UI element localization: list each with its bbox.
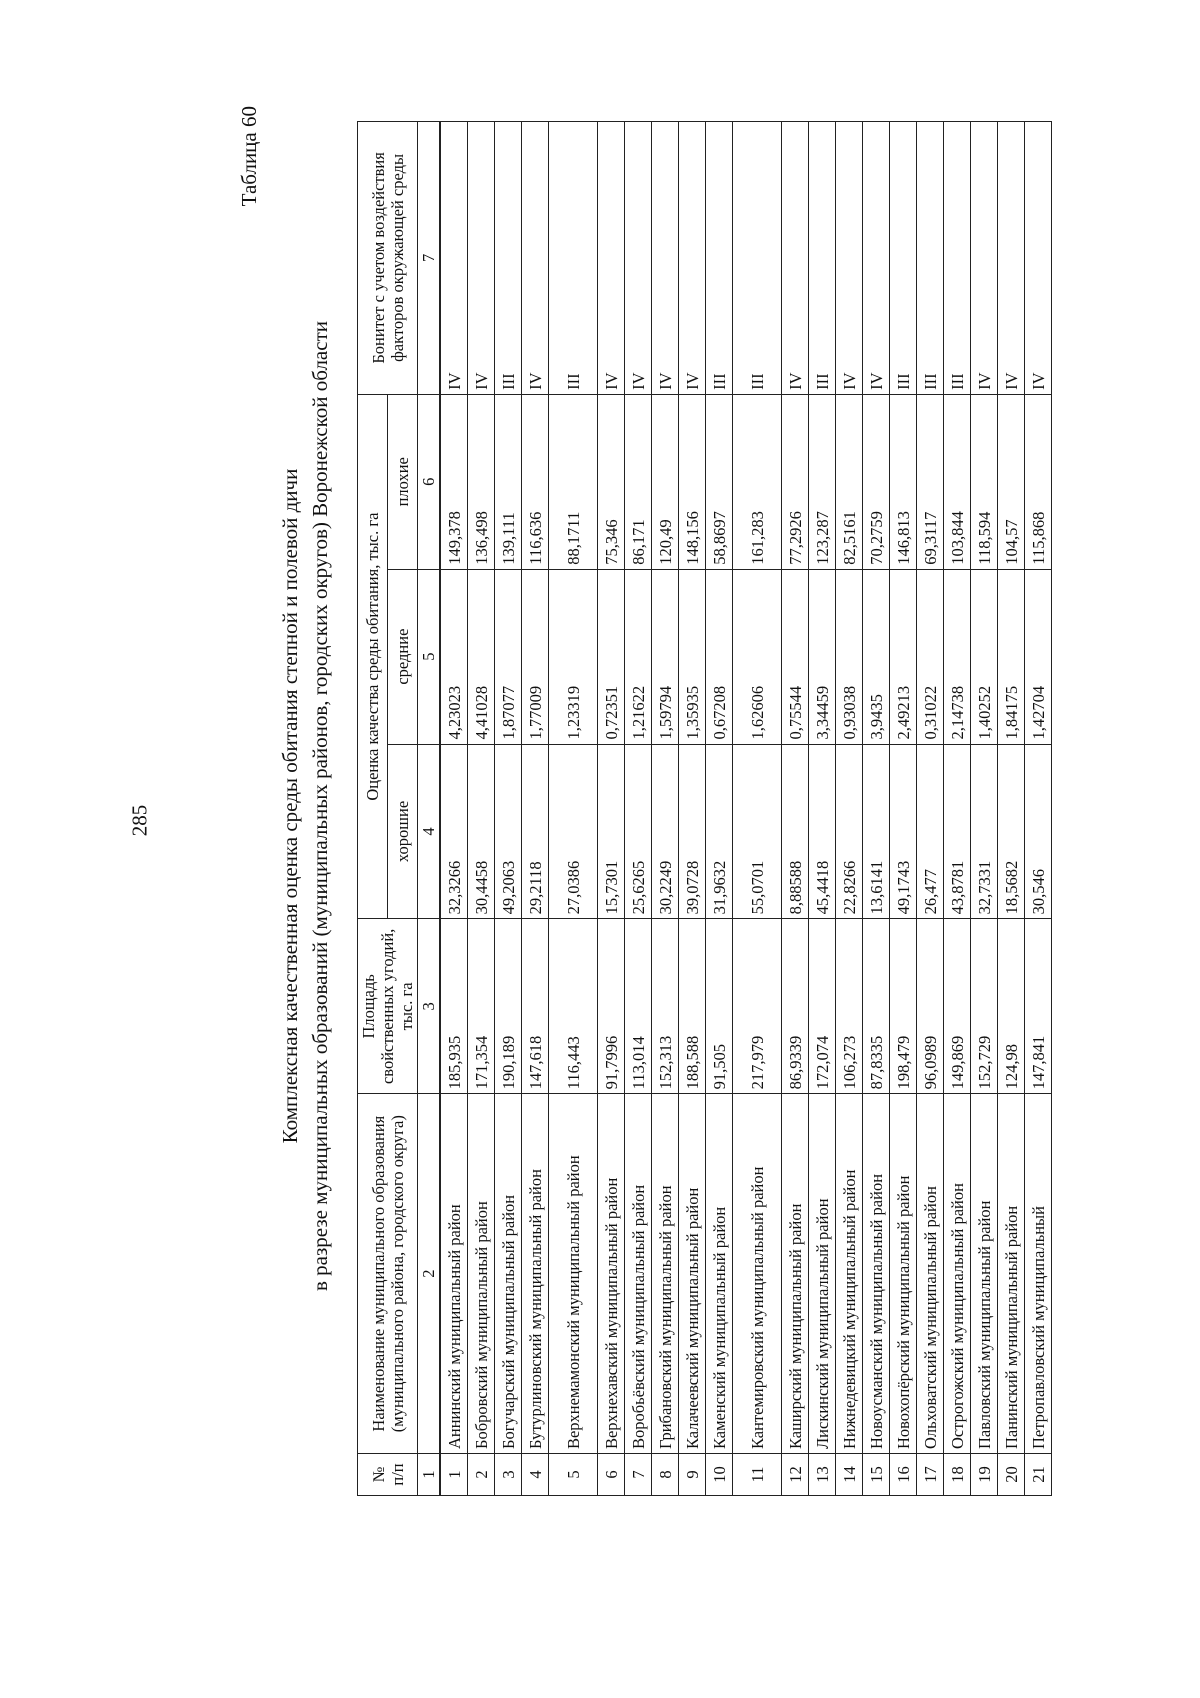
table-row (625, 122, 652, 1496)
good-value: 39,0728 (679, 744, 706, 919)
column-number: 2 (418, 1094, 441, 1454)
column-number: 7 (418, 122, 441, 395)
area-value: 96,0989 (917, 919, 944, 1094)
column-number-row (418, 122, 441, 1496)
bad-value: 104,57 (998, 394, 1025, 569)
area-value: 113,014 (625, 919, 652, 1094)
bad-value: 88,1711 (549, 394, 598, 569)
table-row (944, 122, 971, 1496)
row-number: 6 (598, 1454, 625, 1496)
row-number: 15 (863, 1454, 890, 1496)
good-value: 30,2249 (652, 744, 679, 919)
medium-value: 3,9435 (863, 569, 890, 744)
table-row (733, 122, 782, 1496)
good-value: 26,477 (917, 744, 944, 919)
table-row (782, 122, 809, 1496)
bonitet-value: III (495, 122, 522, 395)
row-number: 10 (706, 1454, 733, 1496)
district-name: Богучарский муниципальный район (495, 1094, 522, 1454)
bad-value: 103,844 (944, 394, 971, 569)
table-row (998, 122, 1025, 1496)
bonitet-value: IV (679, 122, 706, 395)
district-name: Бобровский муниципальный район (468, 1094, 495, 1454)
page-number: 285 (127, 804, 152, 837)
table-row (468, 122, 495, 1496)
table-row (706, 122, 733, 1496)
medium-value: 3,34459 (809, 569, 836, 744)
bad-value: 115,868 (1025, 394, 1052, 569)
bonitet-value: III (917, 122, 944, 395)
table-row (971, 122, 998, 1496)
good-value: 29,2118 (522, 744, 549, 919)
title-line-2: в разрезе муниципальных образований (муниципальных районов, городских округов) Воронежской области (308, 321, 332, 1292)
table-row (440, 122, 468, 1496)
good-value: 8,88588 (782, 744, 809, 919)
medium-value: 1,23319 (549, 569, 598, 744)
area-value: 91,7996 (598, 919, 625, 1094)
bonitet-value: IV (971, 122, 998, 395)
district-name: Петропавловский муниципальный (1025, 1094, 1052, 1454)
district-name: Острогожский муниципальный район (944, 1094, 971, 1454)
medium-value: 1,35935 (679, 569, 706, 744)
good-value: 45,4418 (809, 744, 836, 919)
table-row (890, 122, 917, 1496)
bad-value: 75,346 (598, 394, 625, 569)
area-value: 149,869 (944, 919, 971, 1094)
bad-value: 123,287 (809, 394, 836, 569)
district-name: Нижнедевицкий муниципальный район (836, 1094, 863, 1454)
area-value: 172,074 (809, 919, 836, 1094)
good-value: 18,5682 (998, 744, 1025, 919)
row-number: 5 (549, 1454, 598, 1496)
medium-value: 2,49213 (890, 569, 917, 744)
good-value: 49,1743 (890, 744, 917, 919)
district-name: Аннинский муниципальный район (440, 1094, 468, 1454)
medium-value: 0,31022 (917, 569, 944, 744)
bad-value: 86,171 (625, 394, 652, 569)
district-name: Панинский муниципальный район (998, 1094, 1025, 1454)
area-value: 185,935 (440, 919, 468, 1094)
area-value: 190,189 (495, 919, 522, 1094)
good-value: 13,6141 (863, 744, 890, 919)
area-value: 91,505 (706, 919, 733, 1094)
table-row (679, 122, 706, 1496)
district-name: Новохопёрский муниципальный район (890, 1094, 917, 1454)
district-name: Кантемировский муниципальный район (733, 1094, 782, 1454)
row-number: 19 (971, 1454, 998, 1496)
row-number: 21 (1025, 1454, 1052, 1496)
row-number: 14 (836, 1454, 863, 1496)
district-name: Грибановский муниципальный район (652, 1094, 679, 1454)
good-value: 15,7301 (598, 744, 625, 919)
column-number: 5 (418, 569, 441, 744)
row-number: 13 (809, 1454, 836, 1496)
area-value: 106,273 (836, 919, 863, 1094)
header-bad: плохие (388, 394, 418, 569)
bonitet-value: IV (625, 122, 652, 395)
area-value: 217,979 (733, 919, 782, 1094)
bad-value: 161,283 (733, 394, 782, 569)
table-row (652, 122, 679, 1496)
bad-value: 82,5161 (836, 394, 863, 569)
area-value: 124,98 (998, 919, 1025, 1094)
header-area: Площадь свойственных угодий, тыс. га (358, 919, 418, 1094)
medium-value: 0,75544 (782, 569, 809, 744)
bad-value: 118,594 (971, 394, 998, 569)
area-value: 171,354 (468, 919, 495, 1094)
bonitet-value: IV (863, 122, 890, 395)
medium-value: 1,62606 (733, 569, 782, 744)
district-name: Верхнехавский муниципальный район (598, 1094, 625, 1454)
row-number: 12 (782, 1454, 809, 1496)
district-name: Ольховатский муниципальный район (917, 1094, 944, 1454)
table-row (495, 122, 522, 1496)
table-row (549, 122, 598, 1496)
row-number: 3 (495, 1454, 522, 1496)
table-title (275, 86, 335, 1526)
bonitet-value: III (890, 122, 917, 395)
district-name: Воробьёвский муниципальный район (625, 1094, 652, 1454)
medium-value: 1,87077 (495, 569, 522, 744)
header-good: хорошие (388, 744, 418, 919)
bad-value: 136,498 (468, 394, 495, 569)
district-name: Калачеевский муниципальный район (679, 1094, 706, 1454)
district-name: Каширский муниципальный район (782, 1094, 809, 1454)
header-medium: средние (388, 569, 418, 744)
area-value: 152,729 (971, 919, 998, 1094)
row-number: 9 (679, 1454, 706, 1496)
bonitet-value: III (733, 122, 782, 395)
medium-value: 1,21622 (625, 569, 652, 744)
column-number: 6 (418, 394, 441, 569)
bad-value: 139,111 (495, 394, 522, 569)
good-value: 31,9632 (706, 744, 733, 919)
table-label: Таблица 60 (237, 106, 261, 207)
bonitet-value: IV (652, 122, 679, 395)
table-row (522, 122, 549, 1496)
bonitet-value: IV (836, 122, 863, 395)
table-row (863, 122, 890, 1496)
bad-value: 120,49 (652, 394, 679, 569)
area-value: 188,588 (679, 919, 706, 1094)
table-row (836, 122, 863, 1496)
header-num: № п/п (358, 1454, 418, 1496)
row-number: 4 (522, 1454, 549, 1496)
bad-value: 70,2759 (863, 394, 890, 569)
row-number: 18 (944, 1454, 971, 1496)
bonitet-value: III (944, 122, 971, 395)
good-value: 25,6265 (625, 744, 652, 919)
good-value: 30,4458 (468, 744, 495, 919)
bonitet-value: IV (522, 122, 549, 395)
bad-value: 77,2926 (782, 394, 809, 569)
row-number: 11 (733, 1454, 782, 1496)
area-value: 86,9339 (782, 919, 809, 1094)
area-value: 147,841 (1025, 919, 1052, 1094)
area-value: 87,8335 (863, 919, 890, 1094)
medium-value: 2,14738 (944, 569, 971, 744)
bonitet-value: IV (1025, 122, 1052, 395)
bonitet-value: IV (468, 122, 495, 395)
bonitet-value: IV (598, 122, 625, 395)
good-value: 43,8781 (944, 744, 971, 919)
header-quality-group: Оценка качества среды обитания, тыс. га (358, 394, 388, 919)
bad-value: 58,8697 (706, 394, 733, 569)
bad-value: 146,813 (890, 394, 917, 569)
column-number: 4 (418, 744, 441, 919)
medium-value: 4,23023 (440, 569, 468, 744)
good-value: 27,0386 (549, 744, 598, 919)
bad-value: 149,378 (440, 394, 468, 569)
bonitet-value: IV (782, 122, 809, 395)
good-value: 32,7331 (971, 744, 998, 919)
medium-value: 0,72351 (598, 569, 625, 744)
district-name: Каменский муниципальный район (706, 1094, 733, 1454)
medium-value: 1,42704 (1025, 569, 1052, 744)
good-value: 49,2063 (495, 744, 522, 919)
table-row (917, 122, 944, 1496)
table-row (809, 122, 836, 1496)
district-name: Павловский муниципальный район (971, 1094, 998, 1454)
title-line-1: Комплексная качественная оценка среды обитания степной и полевой дичи (278, 468, 302, 1144)
bonitet-value: IV (998, 122, 1025, 395)
medium-value: 1,59794 (652, 569, 679, 744)
rotated-content (237, 86, 1057, 1526)
area-value: 198,479 (890, 919, 917, 1094)
good-value: 22,8266 (836, 744, 863, 919)
area-value: 147,618 (522, 919, 549, 1094)
district-name: Лискинский муниципальный район (809, 1094, 836, 1454)
bonitet-value: III (809, 122, 836, 395)
medium-value: 1,84175 (998, 569, 1025, 744)
row-number: 7 (625, 1454, 652, 1496)
bad-value: 148,156 (679, 394, 706, 569)
good-value: 32,3266 (440, 744, 468, 919)
district-name: Новоусманский муниципальный район (863, 1094, 890, 1454)
area-value: 116,443 (549, 919, 598, 1094)
habitat-table (357, 121, 1052, 1496)
good-value: 30,546 (1025, 744, 1052, 919)
row-number: 1 (440, 1454, 468, 1496)
bad-value: 116,636 (522, 394, 549, 569)
row-number: 2 (468, 1454, 495, 1496)
header-name: Наименование муниципального образования (муниципального района, городского округа) (358, 1094, 418, 1454)
medium-value: 4,41028 (468, 569, 495, 744)
medium-value: 1,40252 (971, 569, 998, 744)
table-row (1025, 122, 1052, 1496)
row-number: 8 (652, 1454, 679, 1496)
district-name: Бутурлиновский муниципальный район (522, 1094, 549, 1454)
table-row (598, 122, 625, 1496)
column-number: 1 (418, 1454, 441, 1496)
header-bonitet: Бонитет с учетом воздействия факторов окружающей среды (358, 122, 418, 395)
medium-value: 0,67208 (706, 569, 733, 744)
good-value: 55,0701 (733, 744, 782, 919)
medium-value: 1,77009 (522, 569, 549, 744)
table-body (418, 122, 1052, 1496)
column-number: 3 (418, 919, 441, 1094)
area-value: 152,313 (652, 919, 679, 1094)
bonitet-value: IV (440, 122, 468, 395)
bonitet-value: III (706, 122, 733, 395)
row-number: 16 (890, 1454, 917, 1496)
row-number: 20 (998, 1454, 1025, 1496)
bonitet-value: III (549, 122, 598, 395)
medium-value: 0,93038 (836, 569, 863, 744)
row-number: 17 (917, 1454, 944, 1496)
district-name: Верхнемамонский муниципальный район (549, 1094, 598, 1454)
bad-value: 69,3117 (917, 394, 944, 569)
